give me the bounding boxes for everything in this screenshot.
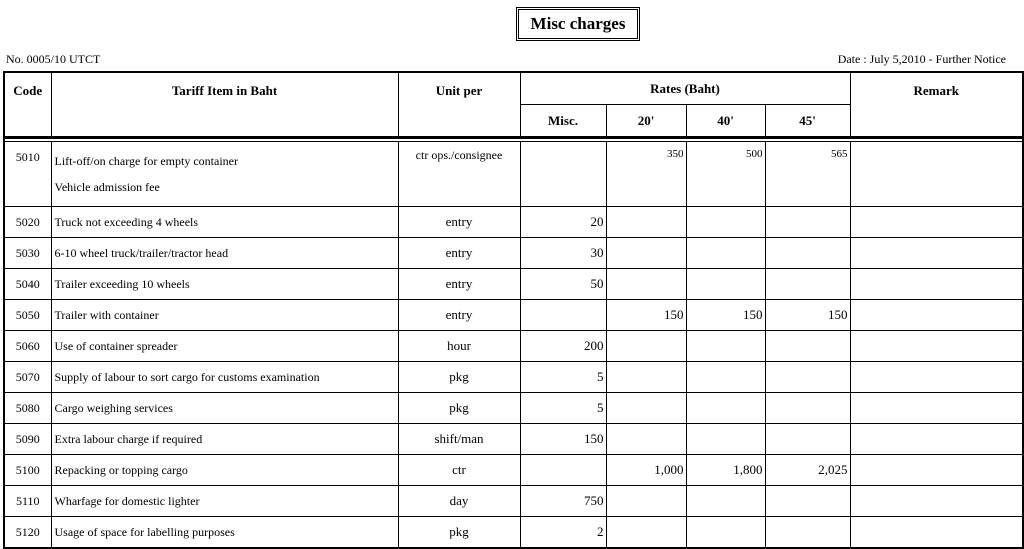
header-45ft: 45' (765, 105, 850, 138)
table-row (4, 207, 1023, 238)
rate-45-cell (765, 238, 850, 269)
rate-20-cell: 150 (606, 300, 686, 331)
unit-cell: entry (398, 269, 520, 300)
item-line-1: Lift-off/on charge for empty container (54, 154, 238, 168)
code-cell: 5100 (4, 455, 51, 486)
code-cell: 5030 (4, 238, 51, 269)
remark-cell (850, 300, 1023, 331)
rate-20-cell (606, 362, 686, 393)
item-cell (51, 142, 398, 207)
item-line-2: Vehicle admission fee (54, 180, 160, 194)
item-cell: Usage of space for labelling purposes (51, 517, 398, 549)
misc-cell: 5 (520, 393, 606, 424)
unit-cell: entry (398, 238, 520, 269)
table-row (4, 455, 1023, 486)
rate-45-cell (765, 486, 850, 517)
misc-cell: 200 (520, 331, 606, 362)
rate-45-cell (765, 269, 850, 300)
rate-45-cell: 150 (765, 300, 850, 331)
rate-20-cell (606, 517, 686, 549)
unit-cell: ctr (398, 455, 520, 486)
remark-cell (850, 142, 1023, 207)
remark-cell (850, 207, 1023, 238)
unit-cell: shift/man (398, 424, 520, 455)
code-cell: 5110 (4, 486, 51, 517)
rate-20-cell (606, 269, 686, 300)
remark-cell (850, 455, 1023, 486)
remark-cell (850, 269, 1023, 300)
remark-cell (850, 517, 1023, 549)
header-40ft: 40' (686, 105, 765, 138)
table-row (4, 362, 1023, 393)
rate-40-cell (686, 331, 765, 362)
code-cell: 5040 (4, 269, 51, 300)
unit-cell: day (398, 486, 520, 517)
table-row (4, 331, 1023, 362)
rate-40-cell (686, 517, 765, 549)
code-cell: 5060 (4, 331, 51, 362)
rate-20-cell (606, 238, 686, 269)
item-cell: Supply of labour to sort cargo for customs examination (51, 362, 398, 393)
table-row (4, 486, 1023, 517)
header-20ft: 20' (606, 105, 686, 138)
rate-40-cell (686, 486, 765, 517)
code-cell: 5090 (4, 424, 51, 455)
rate-40-cell (686, 238, 765, 269)
remark-cell (850, 238, 1023, 269)
remark-cell (850, 393, 1023, 424)
rate-20-cell: 1,000 (606, 455, 686, 486)
unit-cell: pkg (398, 362, 520, 393)
header-misc: Misc. (520, 105, 606, 138)
item-cell: Trailer exceeding 10 wheels (51, 269, 398, 300)
rate-20-cell (606, 393, 686, 424)
item-cell: Repacking or topping cargo (51, 455, 398, 486)
rate-45-cell (765, 331, 850, 362)
misc-cell: 2 (520, 517, 606, 549)
table-row (4, 238, 1023, 269)
rate-40-cell: 500 (686, 142, 765, 207)
code-cell: 5010 (4, 142, 51, 207)
rate-45-cell: 2,025 (765, 455, 850, 486)
remark-cell (850, 486, 1023, 517)
unit-cell: entry (398, 207, 520, 238)
item-cell: Truck not exceeding 4 wheels (51, 207, 398, 238)
table-row (4, 517, 1023, 549)
remark-cell (850, 362, 1023, 393)
header-unit-per: Unit per (398, 72, 520, 138)
rate-40-cell (686, 393, 765, 424)
misc-cell: 30 (520, 238, 606, 269)
misc-cell: 750 (520, 486, 606, 517)
rate-45-cell (765, 207, 850, 238)
misc-cell (520, 142, 606, 207)
rate-40-cell (686, 362, 765, 393)
rate-40-cell: 150 (686, 300, 765, 331)
rate-40-cell: 1,800 (686, 455, 765, 486)
item-cell: 6-10 wheel truck/trailer/tractor head (51, 238, 398, 269)
table-row (4, 269, 1023, 300)
header-tariff-item: Tariff Item in Baht (51, 72, 398, 138)
item-cell: Wharfage for domestic lighter (51, 486, 398, 517)
unit-cell: pkg (398, 393, 520, 424)
table-row (4, 424, 1023, 455)
rate-45-cell (765, 393, 850, 424)
rate-20-cell (606, 424, 686, 455)
document-number: No. 0005/10 UTCT (6, 52, 101, 66)
item-cell: Use of container spreader (51, 331, 398, 362)
unit-cell: entry (398, 300, 520, 331)
misc-cell: 20 (520, 207, 606, 238)
header-code: Code (4, 72, 51, 138)
rate-20-cell: 350 (606, 142, 686, 207)
document-date: Date : July 5,2010 - Further Notice (837, 52, 1006, 66)
code-cell: 5080 (4, 393, 51, 424)
misc-cell (520, 455, 606, 486)
rate-40-cell (686, 207, 765, 238)
code-cell: 5020 (4, 207, 51, 238)
rate-20-cell (606, 486, 686, 517)
misc-cell (520, 300, 606, 331)
code-cell: 5070 (4, 362, 51, 393)
unit-cell: hour (398, 331, 520, 362)
rate-20-cell (606, 207, 686, 238)
rate-45-cell: 565 (765, 142, 850, 207)
rate-40-cell (686, 269, 765, 300)
remark-cell (850, 331, 1023, 362)
page-title: Misc charges (516, 7, 640, 41)
misc-cell: 5 (520, 362, 606, 393)
remark-cell (850, 424, 1023, 455)
table-row (4, 300, 1023, 331)
code-cell: 5120 (4, 517, 51, 549)
unit-cell: pkg (398, 517, 520, 549)
item-cell: Cargo weighing services (51, 393, 398, 424)
header-rates: Rates (Baht) (520, 72, 850, 105)
item-cell: Trailer with container (51, 300, 398, 331)
rate-40-cell (686, 424, 765, 455)
unit-cell: ctr ops./consignee (398, 142, 520, 207)
rate-45-cell (765, 362, 850, 393)
tariff-table (3, 71, 1024, 549)
code-cell: 5050 (4, 300, 51, 331)
table-row (4, 142, 1023, 207)
rate-45-cell (765, 424, 850, 455)
misc-cell: 50 (520, 269, 606, 300)
misc-cell: 150 (520, 424, 606, 455)
item-cell: Extra labour charge if required (51, 424, 398, 455)
header-remark: Remark (850, 72, 1023, 138)
rate-20-cell (606, 331, 686, 362)
rate-45-cell (765, 517, 850, 549)
table-row (4, 393, 1023, 424)
